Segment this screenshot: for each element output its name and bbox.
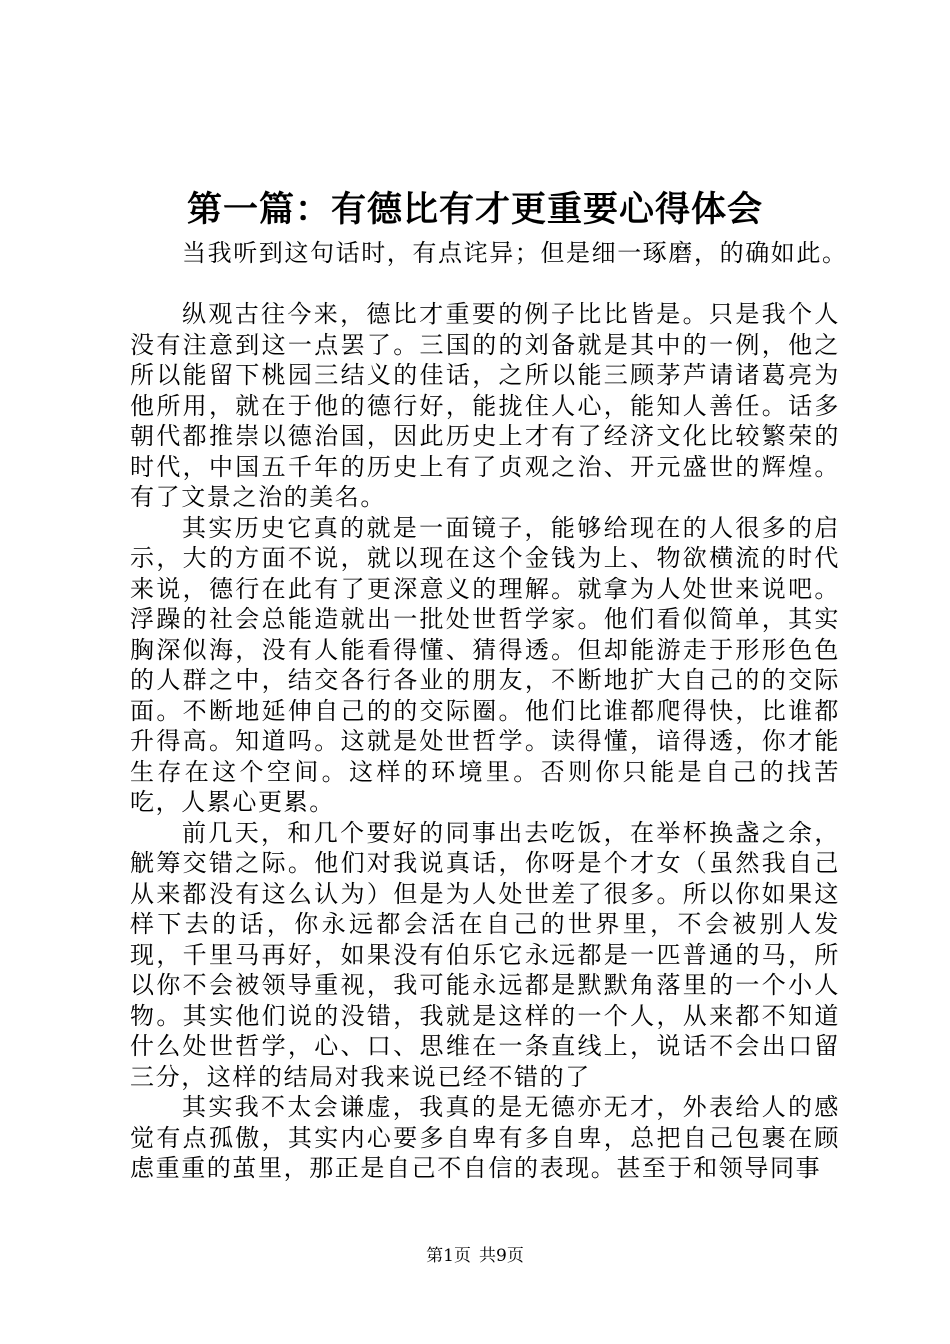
paragraph: 其实我不太会谦虚，我真的是无德亦无才，外表给人的感觉有点孤傲，其实内心要多自卑有多自卑，总把自己包裹在顾虑重重的茧里，那正是自己不自信的表现。甚至于和领导同事 — [130, 1093, 840, 1182]
document-title: 第一篇：有德比有才更重要心得体会 — [186, 190, 763, 230]
paragraph: 前几天，和几个要好的同事出去吃饭，在举杯换盏之余，觥筹交错之际。他们对我说真话，你呀是个才女（虽然我自己从来都没有这么认为）但是为人处世差了很多。所以你如果这样下去的话，你永远都会活在自己的世界里，不会被别人发现，千里马再好，如果没有伯乐它永远都是一匹普通的马，所以你不会被领导重视，我可能永远都是默默角落里的一个小人物。其实他们说的没错，我就是这样的一个人，从来都不知道什么处世哲学，心、口、思维在一条直线上，说话不会出口留三分，这样的结局对我来说已经不错的了 — [130, 818, 840, 1091]
page-total: 共9页 — [479, 1246, 524, 1266]
paragraph: 纵观古往今来，德比才重要的例子比比皆是。只是我个人没有注意到这一点罢了。三国的的刘备就是其中的一例，他之所以能留下桃园三结义的佳话，之所以能三顾茅芦请诸葛亮为他所用，就在于他的德行好，能拢住人心，能知人善任。话多朝代都推崇以德治国，因此历史上才有了经济文化比较繁荣的时代，中国五千年的历史上有了贞观之治、开元盛世的辉煌。有了文景之治的美名。 — [130, 300, 840, 511]
paragraph: 其实历史它真的就是一面镜子，能够给现在的人很多的启示，大的方面不说，就以现在这个金钱为上、物欲横流的时代来说，德行在此有了更深意义的理解。就拿为人处世来说吧。浮躁的社会总能造就出一批处世哲学家。他们看似简单，其实胸深似海，没有人能看得懂、猜得透。但却能游走于形形色色的人群之中，结交各行各业的朋友，不断地扩大自己的的交际面。不断地延伸自己的的交际圈。他们比谁都爬得快，比谁都升得高。知道吗。这就是处世哲学。读得懂，谙得透，你才能生存在这个空间。这样的环境里。否则你只能是自己的找苦吃，人累心更累。 — [130, 513, 840, 816]
page-number: 第1页 — [426, 1246, 471, 1266]
paragraph-intro: 当我听到这句话时，有点诧异；但是细一琢磨，的确如此。 — [182, 239, 848, 267]
document-body — [130, 238, 848, 1184]
page-footer — [0, 1244, 950, 1268]
